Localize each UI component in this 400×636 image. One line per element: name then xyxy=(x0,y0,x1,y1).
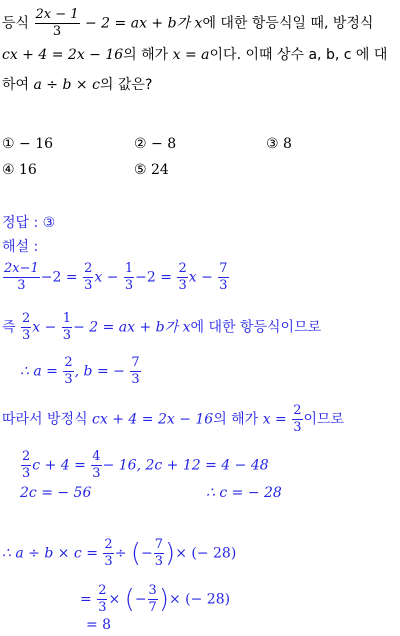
option-1[interactable]: ① − 16 xyxy=(2,136,54,152)
answer-label: 정답 : ③ xyxy=(2,215,56,231)
solution-step-1: $\frac{2x-1}{3}$ −2 = $\frac{2}{3}$ x − $\frac{1}{3}$ −2 = $\frac{2}{3}$ x − $\frac{7}{3}$ xyxy=(4,261,228,293)
fraction: $\frac{2x - 1}{3}$ xyxy=(35,7,79,39)
solution-step-3: ∴ a = $\frac{2}{3}$ , b = − $\frac{7}{3}$ xyxy=(20,355,140,387)
option-5[interactable]: ⑤ 24 xyxy=(134,162,169,178)
solution-step-2: 즉 $\frac{2}{3}$ x − $\frac{1}{3}$ − 2 = ax + b가 x에 대한 항등식이므로 xyxy=(2,311,322,343)
option-4[interactable]: ④ 16 xyxy=(2,162,37,178)
solution-step-6-left: 2c = − 56 xyxy=(20,485,92,501)
problem-text: 등식 xyxy=(2,15,30,32)
solution-step-8: = $\frac{2}{3}$ × (− $\frac{3}{7}$ )× (− 28) xyxy=(80,583,231,615)
solution-step-7: ∴ a ÷ b × c = $\frac{2}{3}$ ÷ (− $\frac{7}{3}$ )× (− 28) xyxy=(2,537,237,569)
problem-line-1: 등식 $\frac{2x - 1}{3}$ − 2 = ax + b가 x에 대한 항등식일 때, 방정식 xyxy=(2,7,374,39)
solution-step-5: $\frac{2}{3}$ c + 4 = $\frac{4}{3}$ − 16, 2c + 12 = 4 − 48 xyxy=(22,449,269,481)
solution-step-4: 따라서 방정식 cx + 4 = 2x − 16의 해가 x = $\frac{2}{3}$ 이므로 xyxy=(2,403,345,435)
option-2[interactable]: ② − 8 xyxy=(134,136,177,152)
option-3[interactable]: ③ 8 xyxy=(266,136,292,152)
problem-line-3: 하여 a ÷ b × c의 값은? xyxy=(2,77,153,93)
solution-header: 해설 : xyxy=(2,239,39,255)
problem-line-2: cx + 4 = 2x − 16의 해가 x = a이다. 이때 상수 a, b, c 에 대 xyxy=(2,47,388,63)
solution-step-6-right: ∴ c = − 28 xyxy=(206,485,282,501)
solution-step-9: = 8 xyxy=(86,617,112,633)
